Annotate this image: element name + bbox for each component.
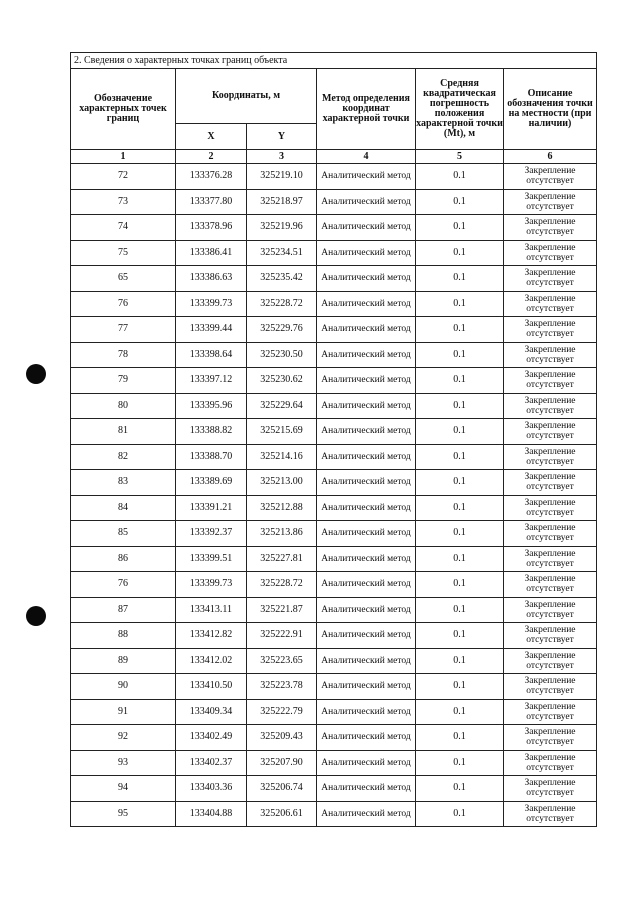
x-coordinate-cell: 133397.12 <box>176 368 247 394</box>
point-label-cell: 74 <box>71 215 176 241</box>
x-coordinate-cell: 133399.73 <box>176 291 247 317</box>
method-cell: Аналитический метод <box>317 368 416 394</box>
x-coordinate-cell: 133402.37 <box>176 750 247 776</box>
point-label-cell: 73 <box>71 189 176 215</box>
x-coordinate-cell: 133404.88 <box>176 801 247 827</box>
table-row <box>71 648 597 674</box>
description-cell: Закрепление отсутствует <box>504 674 597 700</box>
y-coordinate-cell: 325230.62 <box>247 368 317 394</box>
method-cell: Аналитический метод <box>317 546 416 572</box>
y-coordinate-cell: 325213.00 <box>247 470 317 496</box>
accuracy-cell: 0.1 <box>416 674 504 700</box>
x-coordinate-cell: 133392.37 <box>176 521 247 547</box>
method-cell: Аналитический метод <box>317 648 416 674</box>
accuracy-cell: 0.1 <box>416 648 504 674</box>
description-cell: Закрепление отсутствует <box>504 317 597 343</box>
accuracy-cell: 0.1 <box>416 240 504 266</box>
description-cell: Закрепление отсутствует <box>504 444 597 470</box>
header-point-label: Обозначение характерных точек границ <box>71 69 176 150</box>
punch-hole-top <box>26 364 46 384</box>
x-coordinate-cell: 133399.44 <box>176 317 247 343</box>
method-cell: Аналитический метод <box>317 495 416 521</box>
table-row <box>71 521 597 547</box>
y-coordinate-cell: 325222.79 <box>247 699 317 725</box>
table-row <box>71 419 597 445</box>
column-number: 6 <box>504 150 597 164</box>
y-coordinate-cell: 325229.64 <box>247 393 317 419</box>
x-coordinate-cell: 133377.80 <box>176 189 247 215</box>
description-cell: Закрепление отсутствует <box>504 215 597 241</box>
table-row <box>71 572 597 598</box>
method-cell: Аналитический метод <box>317 725 416 751</box>
table-row <box>71 317 597 343</box>
description-cell: Закрепление отсутствует <box>504 776 597 802</box>
accuracy-cell: 0.1 <box>416 189 504 215</box>
x-coordinate-cell: 133388.82 <box>176 419 247 445</box>
description-cell: Закрепление отсутствует <box>504 393 597 419</box>
y-coordinate-cell: 325228.72 <box>247 572 317 598</box>
point-label-cell: 89 <box>71 648 176 674</box>
y-coordinate-cell: 325212.88 <box>247 495 317 521</box>
table-row <box>71 164 597 190</box>
point-label-cell: 87 <box>71 597 176 623</box>
y-coordinate-cell: 325228.72 <box>247 291 317 317</box>
accuracy-cell: 0.1 <box>416 725 504 751</box>
x-coordinate-cell: 133399.73 <box>176 572 247 598</box>
x-coordinate-cell: 133399.51 <box>176 546 247 572</box>
accuracy-cell: 0.1 <box>416 495 504 521</box>
y-coordinate-cell: 325219.96 <box>247 215 317 241</box>
point-label-cell: 90 <box>71 674 176 700</box>
table-row <box>71 597 597 623</box>
description-cell: Закрепление отсутствует <box>504 419 597 445</box>
y-coordinate-cell: 325229.76 <box>247 317 317 343</box>
method-cell: Аналитический метод <box>317 597 416 623</box>
punch-hole-bottom <box>26 606 46 626</box>
x-coordinate-cell: 133412.02 <box>176 648 247 674</box>
description-cell: Закрепление отсутствует <box>504 801 597 827</box>
section-title: 2. Сведения о характерных точках границ объекта <box>71 53 597 69</box>
y-coordinate-cell: 325215.69 <box>247 419 317 445</box>
description-cell: Закрепление отсутствует <box>504 572 597 598</box>
table-row <box>71 240 597 266</box>
point-label-cell: 65 <box>71 266 176 292</box>
x-coordinate-cell: 133386.63 <box>176 266 247 292</box>
accuracy-cell: 0.1 <box>416 521 504 547</box>
boundary-points-table <box>70 52 597 827</box>
description-cell: Закрепление отсутствует <box>504 648 597 674</box>
method-cell: Аналитический метод <box>317 317 416 343</box>
point-label-cell: 91 <box>71 699 176 725</box>
accuracy-cell: 0.1 <box>416 776 504 802</box>
table-row <box>71 623 597 649</box>
table-row <box>71 368 597 394</box>
y-coordinate-cell: 325213.86 <box>247 521 317 547</box>
header-coordinates: Координаты, м <box>176 69 317 124</box>
point-label-cell: 85 <box>71 521 176 547</box>
table-row <box>71 189 597 215</box>
point-label-cell: 82 <box>71 444 176 470</box>
header-x: X <box>176 124 247 150</box>
description-cell: Закрепление отсутствует <box>504 521 597 547</box>
accuracy-cell: 0.1 <box>416 444 504 470</box>
method-cell: Аналитический метод <box>317 444 416 470</box>
y-coordinate-cell: 325235.42 <box>247 266 317 292</box>
x-coordinate-cell: 133409.34 <box>176 699 247 725</box>
x-coordinate-cell: 133395.96 <box>176 393 247 419</box>
table-row <box>71 215 597 241</box>
point-label-cell: 93 <box>71 750 176 776</box>
table-row <box>71 546 597 572</box>
table-row <box>71 801 597 827</box>
table-row <box>71 699 597 725</box>
table-row <box>71 393 597 419</box>
method-cell: Аналитический метод <box>317 240 416 266</box>
accuracy-cell: 0.1 <box>416 470 504 496</box>
point-label-cell: 84 <box>71 495 176 521</box>
point-label-cell: 76 <box>71 291 176 317</box>
description-cell: Закрепление отсутствует <box>504 750 597 776</box>
accuracy-cell: 0.1 <box>416 164 504 190</box>
column-number: 3 <box>247 150 317 164</box>
point-label-cell: 81 <box>71 419 176 445</box>
description-cell: Закрепление отсутствует <box>504 597 597 623</box>
y-coordinate-cell: 325214.16 <box>247 444 317 470</box>
y-coordinate-cell: 325222.91 <box>247 623 317 649</box>
point-label-cell: 80 <box>71 393 176 419</box>
accuracy-cell: 0.1 <box>416 801 504 827</box>
y-coordinate-cell: 325223.78 <box>247 674 317 700</box>
description-cell: Закрепление отсутствует <box>504 164 597 190</box>
description-cell: Закрепление отсутствует <box>504 699 597 725</box>
accuracy-cell: 0.1 <box>416 368 504 394</box>
accuracy-cell: 0.1 <box>416 342 504 368</box>
x-coordinate-cell: 133389.69 <box>176 470 247 496</box>
table-row <box>71 266 597 292</box>
description-cell: Закрепление отсутствует <box>504 725 597 751</box>
method-cell: Аналитический метод <box>317 470 416 496</box>
method-cell: Аналитический метод <box>317 291 416 317</box>
method-cell: Аналитический метод <box>317 699 416 725</box>
table-row <box>71 291 597 317</box>
method-cell: Аналитический метод <box>317 393 416 419</box>
point-label-cell: 79 <box>71 368 176 394</box>
x-coordinate-cell: 133413.11 <box>176 597 247 623</box>
y-coordinate-cell: 325223.65 <box>247 648 317 674</box>
point-label-cell: 72 <box>71 164 176 190</box>
table-row <box>71 750 597 776</box>
header-y: Y <box>247 124 317 150</box>
method-cell: Аналитический метод <box>317 776 416 802</box>
accuracy-cell: 0.1 <box>416 215 504 241</box>
accuracy-cell: 0.1 <box>416 393 504 419</box>
accuracy-cell: 0.1 <box>416 750 504 776</box>
x-coordinate-cell: 133388.70 <box>176 444 247 470</box>
accuracy-cell: 0.1 <box>416 291 504 317</box>
x-coordinate-cell: 133378.96 <box>176 215 247 241</box>
method-cell: Аналитический метод <box>317 419 416 445</box>
y-coordinate-cell: 325234.51 <box>247 240 317 266</box>
description-cell: Закрепление отсутствует <box>504 495 597 521</box>
description-cell: Закрепление отсутствует <box>504 342 597 368</box>
document-sheet <box>70 52 596 827</box>
point-label-cell: 78 <box>71 342 176 368</box>
column-number: 4 <box>317 150 416 164</box>
header-method: Метод определения координат характерной точки <box>317 69 416 150</box>
method-cell: Аналитический метод <box>317 801 416 827</box>
point-label-cell: 92 <box>71 725 176 751</box>
description-cell: Закрепление отсутствует <box>504 546 597 572</box>
header-accuracy: Средняя квадратическая погрешность положения характерной точки (Mt), м <box>416 69 504 150</box>
y-coordinate-cell: 325218.97 <box>247 189 317 215</box>
method-cell: Аналитический метод <box>317 750 416 776</box>
table-row <box>71 725 597 751</box>
x-coordinate-cell: 133402.49 <box>176 725 247 751</box>
description-cell: Закрепление отсутствует <box>504 368 597 394</box>
x-coordinate-cell: 133403.36 <box>176 776 247 802</box>
table-row <box>71 776 597 802</box>
accuracy-cell: 0.1 <box>416 419 504 445</box>
column-number: 1 <box>71 150 176 164</box>
method-cell: Аналитический метод <box>317 623 416 649</box>
table-row <box>71 444 597 470</box>
method-cell: Аналитический метод <box>317 189 416 215</box>
y-coordinate-cell: 325206.74 <box>247 776 317 802</box>
y-coordinate-cell: 325219.10 <box>247 164 317 190</box>
accuracy-cell: 0.1 <box>416 699 504 725</box>
description-cell: Закрепление отсутствует <box>504 291 597 317</box>
x-coordinate-cell: 133386.41 <box>176 240 247 266</box>
column-number: 2 <box>176 150 247 164</box>
point-label-cell: 88 <box>71 623 176 649</box>
accuracy-cell: 0.1 <box>416 546 504 572</box>
description-cell: Закрепление отсутствует <box>504 470 597 496</box>
accuracy-cell: 0.1 <box>416 572 504 598</box>
description-cell: Закрепление отсутствует <box>504 240 597 266</box>
point-label-cell: 75 <box>71 240 176 266</box>
method-cell: Аналитический метод <box>317 521 416 547</box>
method-cell: Аналитический метод <box>317 674 416 700</box>
y-coordinate-cell: 325221.87 <box>247 597 317 623</box>
point-label-cell: 77 <box>71 317 176 343</box>
x-coordinate-cell: 133398.64 <box>176 342 247 368</box>
y-coordinate-cell: 325207.90 <box>247 750 317 776</box>
column-numbers-row <box>71 150 597 164</box>
description-cell: Закрепление отсутствует <box>504 623 597 649</box>
method-cell: Аналитический метод <box>317 164 416 190</box>
y-coordinate-cell: 325206.61 <box>247 801 317 827</box>
accuracy-cell: 0.1 <box>416 623 504 649</box>
point-label-cell: 94 <box>71 776 176 802</box>
point-label-cell: 83 <box>71 470 176 496</box>
accuracy-cell: 0.1 <box>416 597 504 623</box>
table-row <box>71 674 597 700</box>
x-coordinate-cell: 133412.82 <box>176 623 247 649</box>
description-cell: Закрепление отсутствует <box>504 266 597 292</box>
method-cell: Аналитический метод <box>317 266 416 292</box>
point-label-cell: 76 <box>71 572 176 598</box>
method-cell: Аналитический метод <box>317 572 416 598</box>
header-description: Описание обозначения точки на местности (при наличии) <box>504 69 597 150</box>
table-body <box>71 164 597 827</box>
x-coordinate-cell: 133376.28 <box>176 164 247 190</box>
accuracy-cell: 0.1 <box>416 266 504 292</box>
column-number: 5 <box>416 150 504 164</box>
x-coordinate-cell: 133410.50 <box>176 674 247 700</box>
x-coordinate-cell: 133391.21 <box>176 495 247 521</box>
description-cell: Закрепление отсутствует <box>504 189 597 215</box>
accuracy-cell: 0.1 <box>416 317 504 343</box>
table-row <box>71 342 597 368</box>
point-label-cell: 95 <box>71 801 176 827</box>
method-cell: Аналитический метод <box>317 215 416 241</box>
table-row <box>71 470 597 496</box>
table-row <box>71 495 597 521</box>
y-coordinate-cell: 325230.50 <box>247 342 317 368</box>
method-cell: Аналитический метод <box>317 342 416 368</box>
y-coordinate-cell: 325227.81 <box>247 546 317 572</box>
y-coordinate-cell: 325209.43 <box>247 725 317 751</box>
point-label-cell: 86 <box>71 546 176 572</box>
